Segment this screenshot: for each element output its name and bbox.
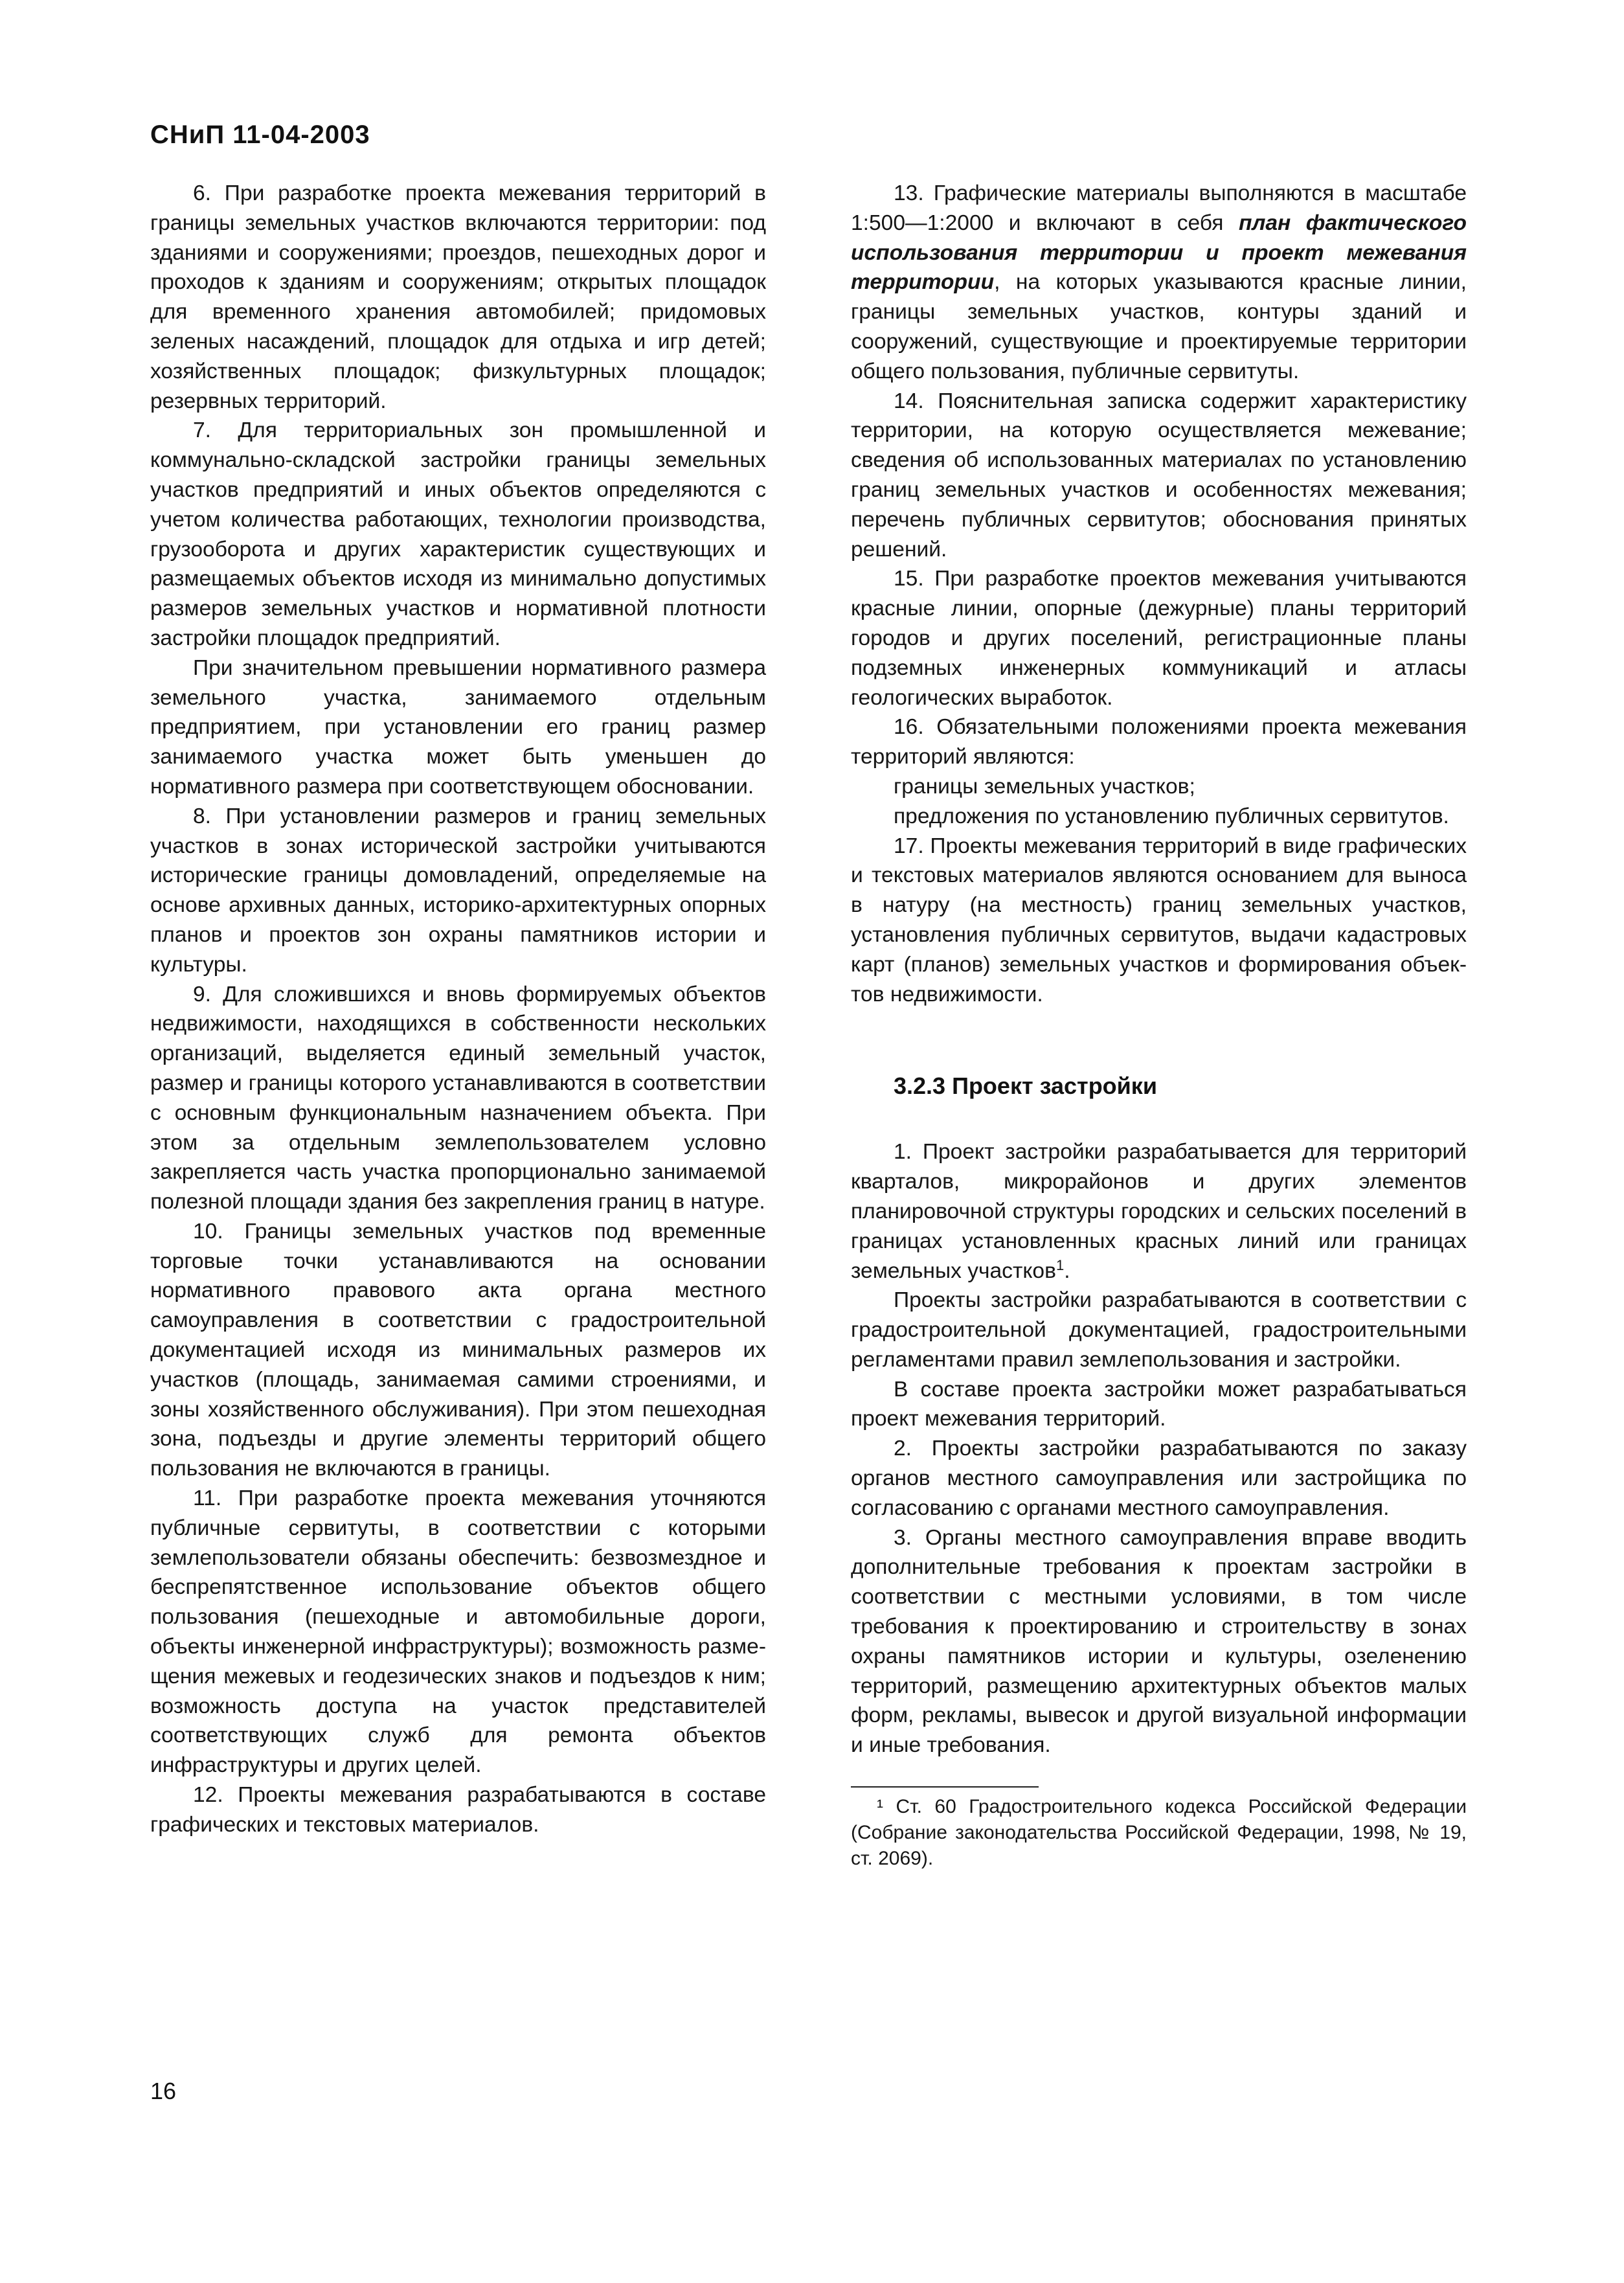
paragraph-16: 16. Обязательными положениями проекта межевания территорий являются: <box>851 715 1467 769</box>
document-code-header: СНиП 11-04-2003 <box>150 120 370 149</box>
emphasis-conjunction: и <box>1183 240 1242 265</box>
footnote-divider <box>851 1786 1039 1788</box>
section-paragraph-1b: Проекты застройки разрабатываются в соответствии с градостроительной документацией, градостроительными регламентами правил землепользования и застройки. <box>851 1288 1467 1372</box>
paragraph-16-item-1: границы земельных участков; <box>894 774 1195 799</box>
section-heading: 3.2.3 Проект застройки <box>894 1073 1157 1100</box>
right-text-column <box>851 179 1467 1872</box>
footnote <box>851 1794 1467 1872</box>
section-paragraph-1 <box>851 1137 1467 1286</box>
section-paragraph-1c: В составе проекта застройки может разрабатываться проект межевания территорий. <box>851 1377 1467 1431</box>
left-text-column <box>150 179 766 1840</box>
section-paragraph-2: 2. Проекты застройки разрабатываются по заказу органов местного самоуправления или застройщика по согласованию с органами местного самоуправления. <box>851 1437 1467 1520</box>
paragraph-13 <box>851 179 1467 387</box>
paragraph-12: 12. Проекты межевания разрабатываются в составе графических и текстовых материалов. <box>150 1783 766 1837</box>
paragraph-7-continued: При значительном превышении нормативного размера земельного участка, занимаемого отдельным предприятием, при установлении его границ размер занимаемого участка может быть уменьшен до нормативного размера при соответствующем обосновании. <box>150 655 766 799</box>
paragraph-6: 6. При разработке проекта межевания территорий в границы земельных участков включаются территории: под зданиями и сооружениями; проездов, пешеходных дорог и проходов к зданиям и сооружениям; открытых площадок для временного хранения автомобилей; придомовых зеленых насаждений, площадок для отдыха и игр детей; хозяйственных площадок; физкультурных площадок; резервных территорий. <box>150 181 766 413</box>
paragraph-11: 11. При разработке проекта межевания уточняются публичные сервитуты, в соответствии с которыми землепользователи обязаны обеспечить: безвозмездное и беспрепятственное использование объектов общего пользования (пешеходные и автомобильные дороги, объекты инженерной инфраструктуры); возможность размещения межевых и геодезических знаков и подъездов к ним; возможность доступа на участок представителей соответствующих служб для ремонта объектов инфраструктуры и других целей. <box>150 1486 766 1778</box>
footnote-text: ¹ Ст. 60 Градостроительного кодекса Российской Федерации (Собрание законодательства Российской Федерации, 1998, № 19, ст. 2069). <box>851 1796 1467 1870</box>
section-paragraph-1-end: . <box>1064 1258 1070 1283</box>
paragraph-17: 17. Проекты межевания территорий в виде графических и текстовых материалов являются основанием для выноса в натуру (на местность) границ земельных участков, установления публичных сервитутов, выдачи кадастровых карт (планов) земельных участков и формирования объектов недвижимости. <box>851 834 1467 1006</box>
paragraph-13-text-end: , на которых указываются красные линии, границы земельных участков, контуры зданий и сооружений, существующие и проектируемые территории общего пользования, публичные сервитуты. <box>851 270 1467 383</box>
page-number: 16 <box>150 2078 177 2104</box>
paragraph-14: 14. Пояснительная записка содержит характеристику территории, на которую осуществляется межевание; сведения об использованных материалах по установлению границ земельных участков и особенностях межевания; перечень публичных сервитутов; обоснования принятых решений. <box>851 389 1467 562</box>
paragraph-8: 8. При установлении размеров и границ земельных участков в зонах исторической застройки учитываются исторические границы домовладений, определяемые на основе архивных данных, историко-архитектурных опорных планов и проектов зон охраны памятников истории и культуры. <box>150 804 766 977</box>
paragraph-9: 9. Для сложившихся и вновь формируемых объектов недвижимости, находящихся в собственности нескольких организаций, выделяется единый земельный участок, размер и границы которого устанавливаются в соответствии с основным функциональным назначением объекта. При этом за отдельным землепользователем условно закрепляется часть участка пропорционально занимаемой полезной площади здания без закрепления границ в натуре. <box>150 982 766 1214</box>
paragraph-13-text-start: 13. Графические материалы выполняются в масштабе 1:500—1:2000 и включают в себя <box>851 181 1467 235</box>
paragraph-16-item-2: предложения по установлению публичных сервитутов. <box>894 804 1449 828</box>
paragraph-7: 7. Для территориальных зон промышленной и коммунально-складской застройки границы земельных участков предприятий и иных объектов определяются с учетом количества работающих, технологии производства, грузооборота и других характеристик существующих и размещаемых объектов исходя из минимально допустимых размеров земельных участков и нормативной плотности застройки площадок предприятий. <box>150 418 766 650</box>
section-paragraph-1-text: 1. Проект застройки разрабатывается для территорий кварталов, микрорайонов и других элементов планировочной структуры городских и сельских поселений в границах установленных красных линий или границах земельных участков <box>851 1140 1467 1283</box>
paragraph-15: 15. При разработке проектов межевания учитываются красные линии, опорные (дежурные) планы территорий городов и других поселений, регистрационные планы подземных инженерных коммуникаций и атласы геологических выработок. <box>851 567 1467 710</box>
paragraph-10: 10. Границы земельных участков под временные торговые точки устанавливаются на основании нормативного правового акта органа местного самоуправления в соответствии с градостроительной документацией исходя из минимальных размеров их участков (площадь, занимаемая самими строениями, и зоны хозяйственного обслуживания). При этом пешеходная зона, подъезды и другие элементы территорий общего пользования не включаются в границы. <box>150 1219 766 1481</box>
section-paragraph-3: 3. Органы местного самоуправления вправе вводить дополнительные требования к проектам застройки в соответствии с местными условиями, в том числе требования к проектированию и строительству в зонах охраны памятников истории и культуры, озеленению территорий, размещению архитектурных объектов малых форм, рекламы, вывесок и другой визуальной информации и иные требования. <box>851 1525 1467 1758</box>
emphasis-survey-project: проект межевания территории <box>851 240 1467 295</box>
footnote-reference: 1 <box>1055 1256 1065 1273</box>
emphasis-plan-actual-use: план фактического использования территории <box>851 210 1467 265</box>
